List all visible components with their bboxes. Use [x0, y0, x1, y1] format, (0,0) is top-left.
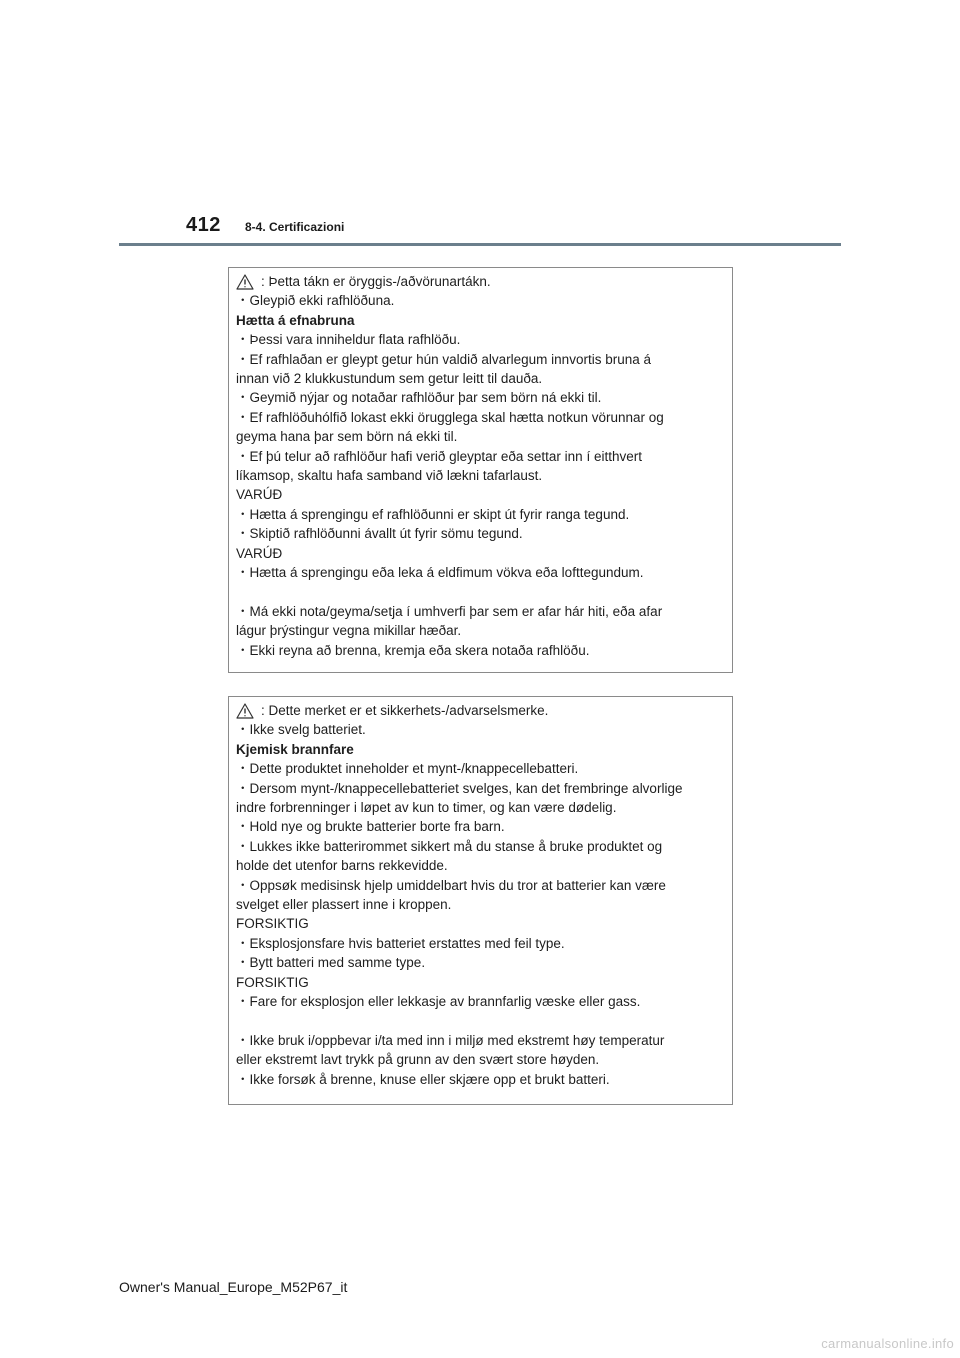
hazard-heading: Kjemisk brannfare	[236, 741, 354, 757]
text-line: ・Bytt batteri med samme type.	[236, 955, 426, 971]
text-line: ・Má ekki nota/geyma/setja í umhverfi þar sem er afar hár hiti, eða afar	[236, 603, 663, 619]
text-line: ・Skiptið rafhlöðunni ávallt út fyrir sömu tegund.	[236, 526, 523, 542]
warning-box-icelandic	[228, 267, 733, 673]
text-line: ・Ikke bruk i/oppbevar i/ta med inn i miljø med ekstremt høy temperatur	[236, 1032, 665, 1048]
text-line: geyma hana þar sem börn ná ekki til.	[236, 429, 458, 445]
footer-manual-id: Owner's Manual_Europe_M52P67_it	[119, 1279, 348, 1295]
text-line: ・Þessi vara inniheldur flata rafhlöðu.	[236, 332, 461, 348]
text-line: ・Geymið nýjar og notaðar rafhlöður þar sem börn ná ekki til.	[236, 390, 602, 406]
header-rule	[119, 243, 841, 246]
blank-line	[236, 583, 725, 602]
section-title: 8-4. Certificazioni	[245, 220, 345, 234]
text-line: ・Ikke svelg batteriet.	[236, 722, 366, 738]
text-line: FORSIKTIG	[236, 974, 309, 990]
watermark: carmanualsonline.info	[821, 1336, 954, 1351]
text-line: VARÚÐ	[236, 545, 283, 561]
text-line: ・Dersom mynt-/knappecellebatteriet svelges, kan det frembringe alvorlige	[236, 780, 683, 796]
text-line: ・Fare for eksplosjon eller lekkasje av brannfarlig væske eller gass.	[236, 994, 641, 1010]
warning-triangle-icon	[236, 274, 254, 290]
text-line: ・Hold nye og brukte batterier borte fra barn.	[236, 819, 505, 835]
text-line: ・Gleypið ekki rafhlöðuna.	[236, 293, 395, 309]
text-line: ・Hætta á sprengingu ef rafhlöðunni er skipt út fyrir ranga tegund.	[236, 506, 630, 522]
text-line: innan við 2 klukkustundum sem getur leitt til dauða.	[236, 371, 543, 387]
text-line: ・Ef þú telur að rafhlöður hafi verið gleyptar eða settar inn í eitthvert	[236, 448, 642, 464]
warning-triangle-icon	[236, 703, 254, 719]
text-line: ・Ikke forsøk å brenne, knuse eller skjære opp et brukt batteri.	[236, 1071, 610, 1087]
text-line: svelget eller plassert inne i kroppen.	[236, 897, 452, 913]
blank-line	[236, 1012, 725, 1031]
text-line: ・Dette produktet inneholder et mynt-/knappecellebatteri.	[236, 761, 579, 777]
warning-symbol-text: : Dette merket er et sikkerhets-/advarselsmerke.	[261, 703, 549, 718]
text-line: FORSIKTIG	[236, 916, 309, 932]
text-line: ・Hætta á sprengingu eða leka á eldfimum vökva eða lofttegundum.	[236, 565, 644, 581]
warning-symbol-text: : Þetta tákn er öryggis-/aðvörunartákn.	[261, 274, 491, 289]
text-line: ・Eksplosjonsfare hvis batteriet erstattes med feil type.	[236, 935, 565, 951]
hazard-heading: Hætta á efnabruna	[236, 312, 355, 328]
text-line: ・Oppsøk medisinsk hjelp umiddelbart hvis du tror at batterier kan være	[236, 877, 666, 893]
page-number: 412	[186, 214, 221, 236]
text-line: líkamsop, skaltu hafa samband við lækni tafarlaust.	[236, 468, 543, 484]
text-line: ・Ekki reyna að brenna, kremja eða skera notaða rafhlöðu.	[236, 642, 590, 658]
text-line: ・Ef rafhlaðan er gleypt getur hún valdið alvarlegum innvortis bruna á	[236, 351, 651, 367]
text-line: ・Ef rafhlöðuhólfið lokast ekki örugglega skal hætta notkun vörunnar og	[236, 409, 664, 425]
warning-symbol-line	[236, 701, 725, 720]
warning-box-norwegian	[228, 696, 733, 1105]
text-line: eller ekstremt lavt trykk på grunn av den svært store høyden.	[236, 1052, 600, 1068]
warning-symbol-line	[236, 272, 725, 291]
text-line: indre forbrenninger i løpet av kun to timer, og kan være dødelig.	[236, 800, 617, 816]
text-line: ・Lukkes ikke batterirommet sikkert må du stanse å bruke produktet og	[236, 838, 663, 854]
text-line: VARÚÐ	[236, 487, 283, 503]
text-line: lágur þrýstingur vegna mikillar hæðar.	[236, 623, 462, 639]
text-line: holde det utenfor barns rekkevidde.	[236, 858, 448, 874]
